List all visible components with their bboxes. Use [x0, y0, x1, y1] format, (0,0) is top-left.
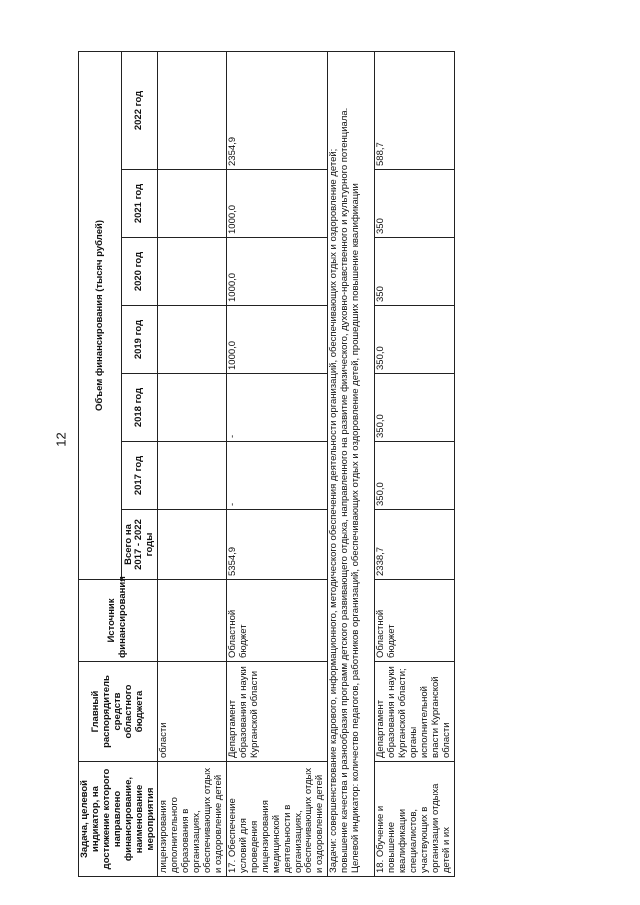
cell-task: 18. Обучение и повышение квалификации специалистов, участвующих в организации отдыха детей и их — [375, 762, 454, 877]
cell-2017: 350,0 — [375, 442, 454, 510]
cell-total — [158, 510, 227, 580]
header-year-2022: 2022 год — [122, 51, 158, 169]
header-total: Всего на 2017 - 2022 годы — [122, 510, 158, 580]
cell-manager: области — [158, 662, 227, 762]
cell-2019 — [158, 306, 227, 374]
cell-2020: 350 — [375, 238, 454, 306]
rotated-page — [78, 52, 483, 877]
table-row — [158, 51, 227, 876]
cell-2022: 2354,9 — [226, 51, 327, 169]
cell-source: Областной бюджет — [375, 580, 454, 662]
cell-source: Областной бюджет — [226, 580, 327, 662]
cell-2021: 350 — [375, 170, 454, 238]
cell-2017 — [158, 442, 227, 510]
task-line: Задачи: совершенствование кадрового, информационного, методического обеспечения деятельности организаций, обеспечивающих отдых и оздоровление детей; — [328, 148, 340, 873]
table-row — [226, 51, 327, 876]
cell-source — [158, 580, 227, 662]
cell-total: 5354,9 — [226, 510, 327, 580]
header-manager: Главный распорядитель средств областного бюджета — [79, 662, 158, 762]
task-block-row — [328, 51, 375, 876]
funding-table — [78, 51, 455, 877]
funding-table-wrapper — [78, 52, 483, 877]
table-row — [375, 51, 454, 876]
cell-2018 — [158, 374, 227, 442]
header-year-2017: 2017 год — [122, 442, 158, 510]
cell-total: 2338,7 — [375, 510, 454, 580]
cell-2017: - — [226, 442, 327, 510]
cell-2022: 588,7 — [375, 51, 454, 169]
cell-2022 — [158, 51, 227, 169]
page-number: 12 — [53, 432, 69, 447]
task-block — [328, 51, 375, 876]
header-task: Задача, целевой индикатор, на достижение которого направлено финансирование, наименование мероприятия — [79, 762, 158, 877]
cell-2019: 1000,0 — [226, 306, 327, 374]
cell-manager: Департамент образования и науки Курганской области; органы исполнительной власти Курганской области — [375, 662, 454, 762]
header-year-2020: 2020 год — [122, 238, 158, 306]
task-line: повышение качества и разнообразия программ детского развивающего отдыха, направленного на развитие физического, духовно-нравственного и культурного потенциала. — [339, 107, 351, 873]
cell-task: 17. Обеспечение условий для проведения лицензирования медицинской деятельности в организациях, обеспечивающих отдых и оздоровление детей — [226, 762, 327, 877]
cell-2020 — [158, 238, 227, 306]
cell-task: лицензирования дополнительного образования в организациях, обеспечивающих отдых и оздоровление детей — [158, 762, 227, 877]
cell-2018: 350,0 — [375, 374, 454, 442]
cell-2021: 1000,0 — [226, 170, 327, 238]
header-funding-group: Объем финансирования (тысяч рублей) — [79, 51, 122, 579]
cell-2018: - — [226, 374, 327, 442]
cell-manager: Департамент образования и науки Курганской области — [226, 662, 327, 762]
header-year-2021: 2021 год — [122, 170, 158, 238]
header-source: Источник финансирования — [79, 580, 158, 662]
indicator-line: Целевой индикатор: количество педагогов, работников организаций, обеспечивающих отдых и оздоровление детей, прошедших повышение квалификации — [350, 183, 362, 873]
header-year-2018: 2018 год — [122, 374, 158, 442]
cell-2019: 350,0 — [375, 306, 454, 374]
header-year-2019: 2019 год — [122, 306, 158, 374]
cell-2021 — [158, 170, 227, 238]
cell-2020: 1000,0 — [226, 238, 327, 306]
